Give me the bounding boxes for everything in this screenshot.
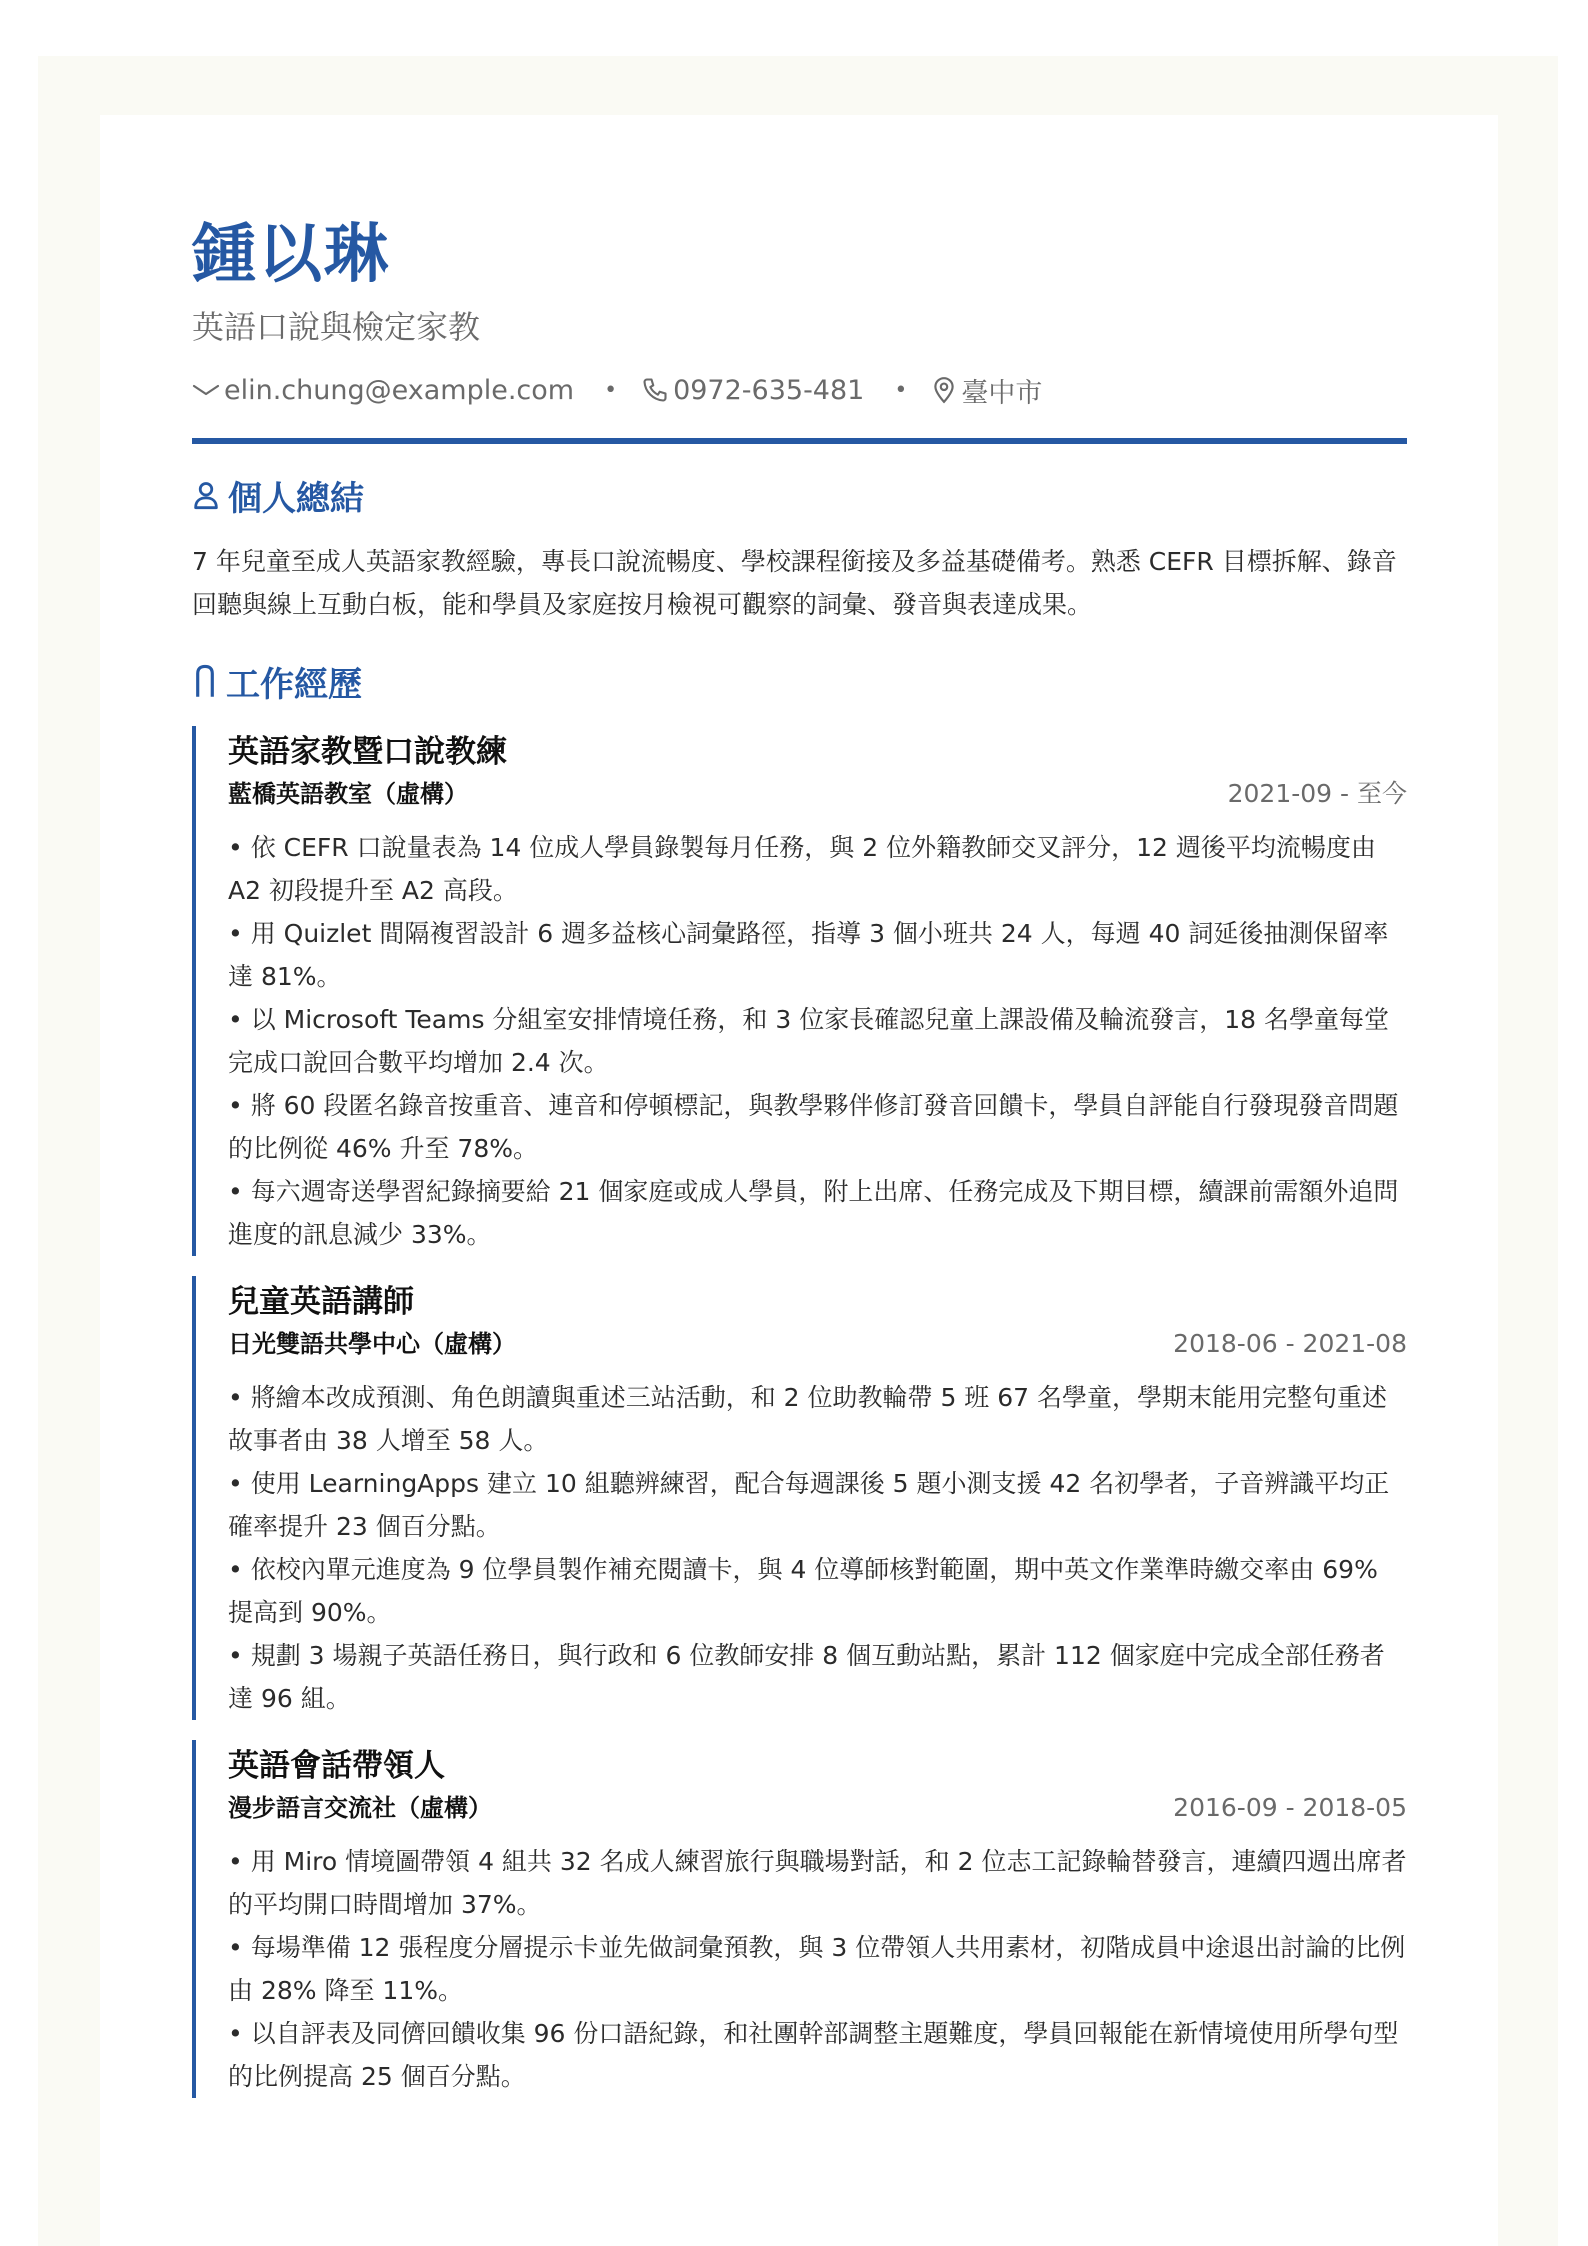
section-summary-heading [192,470,1407,520]
briefcase-icon [192,664,218,698]
job-bullet: • 用 Miro 情境圖帶領 4 組共 32 名成人練習旅行與職場對話，和 2 位志工記錄輪替發言，連續四週出席者的平均開口時間增加 37%。 [228,1840,1407,1926]
job-bullets [228,826,1407,1256]
resume-content [192,210,1407,2098]
job-meta [228,1326,1407,1362]
job-company: 漫步語言交流社（虛構） [228,1794,492,1822]
job-meta [228,1790,1407,1826]
location-text: 臺中市 [961,377,1043,409]
job-bullet: • 依校內單元進度為 9 位學員製作補充閱讀卡，與 4 位導師核對範圍，期中英文作業準時繳交率由 69% 提高到 90%。 [228,1548,1407,1634]
email-text: elin.chung@example.com [224,374,575,406]
job-bullet: • 每六週寄送學習紀錄摘要給 21 個家庭或成人學員，附上出席、任務完成及下期目標，續課前需額外追問進度的訊息減少 33%。 [228,1170,1407,1256]
job-bullet: • 將繪本改成預測、角色朗讀與重述三站活動，和 2 位助教輪帶 5 班 67 名學童，學期末能用完整句重述故事者由 38 人增至 58 人。 [228,1376,1407,1462]
job-bullet: • 用 Quizlet 間隔複習設計 6 週多益核心詞彙路徑，指導 3 個小班共 24 人，每週 40 詞延後抽測保留率達 81%。 [228,912,1407,998]
section-experience-heading [192,656,1407,706]
contact-separator: • [894,377,908,403]
location-pin-icon [931,376,957,404]
job-bullet: • 以 Microsoft Teams 分組室安排情境任務，和 3 位家長確認兒童上課設備及輪流發言，18 名學童每堂完成口說回合數平均增加 2.4 次。 [228,998,1407,1084]
candidate-name: 鍾以琳 [192,218,390,292]
job-entry [192,726,1407,1256]
summary-text: 7 年兒童至成人英語家教經驗，專長口說流暢度、學校課程銜接及多益基礎備考。熟悉 CEFR 目標拆解、錄音回聽與線上互動白板，能和學員及家庭按月檢視可觀察的詞彙、發音與表達成果。 [192,547,1397,619]
section-summary-title: 個人總結 [228,478,364,519]
job-bullet: • 使用 LearningApps 建立 10 組聽辨練習，配合每週課後 5 題小測支援 42 名初學者，子音辨識平均正確率提升 23 個百分點。 [228,1462,1407,1548]
phone-text: 0972-635-481 [673,374,865,406]
job-company: 日光雙語共學中心（虛構） [228,1330,516,1358]
job-title: 英語會話帶領人 [228,1748,445,1784]
job-entry [192,1276,1407,1720]
job-company: 藍橋英語教室（虛構） [228,780,468,808]
contact-location [931,371,1042,410]
contact-phone[interactable] [641,375,864,406]
job-title: 英語家教暨口說教練 [228,734,507,770]
job-bullet: • 每場準備 12 張程度分層提示卡並先做詞彙預教，與 3 位帶領人共用素材，初階成員中途退出討論的比例由 28% 降至 11%。 [228,1926,1407,2012]
resume-sheet [100,115,1498,2246]
mail-icon [192,379,220,401]
job-bullet: • 規劃 3 場親子英語任務日，與行政和 6 位教師安排 8 個互動站點，累計 112 個家庭中完成全部任務者達 96 組。 [228,1634,1407,1720]
job-meta [228,776,1407,812]
contact-email[interactable] [192,375,574,406]
job-bullet: • 依 CEFR 口說量表為 14 位成人學員錄製每月任務，與 2 位外籍教師交叉評分，12 週後平均流暢度由 A2 初段提升至 A2 高段。 [228,826,1407,912]
candidate-headline: 英語口說與檢定家教 [192,308,481,346]
section-experience-title: 工作經歷 [226,664,362,705]
job-list [192,726,1407,2098]
job-date: 2018-06 - 2021-08 [1173,1329,1407,1358]
contact-row [192,370,1407,410]
job-bullet: • 以自評表及同儕回饋收集 96 份口語紀錄，和社團幹部調整主題難度，學員回報能在新情境使用所學句型的比例提高 25 個百分點。 [228,2012,1407,2098]
job-title: 兒童英語講師 [228,1284,414,1320]
job-bullets [228,1840,1407,2098]
job-date: 2021-09 - 至今 [1227,779,1407,808]
header-divider [192,438,1407,444]
person-icon [192,480,220,510]
phone-icon [641,376,669,404]
job-entry [192,1740,1407,2098]
job-date: 2016-09 - 2018-05 [1173,1793,1407,1822]
contact-separator: • [604,377,618,403]
job-bullet: • 將 60 段匿名錄音按重音、連音和停頓標記，與教學夥伴修訂發音回饋卡，學員自評能自行發現發音問題的比例從 46% 升至 78%。 [228,1084,1407,1170]
job-bullets [228,1376,1407,1720]
